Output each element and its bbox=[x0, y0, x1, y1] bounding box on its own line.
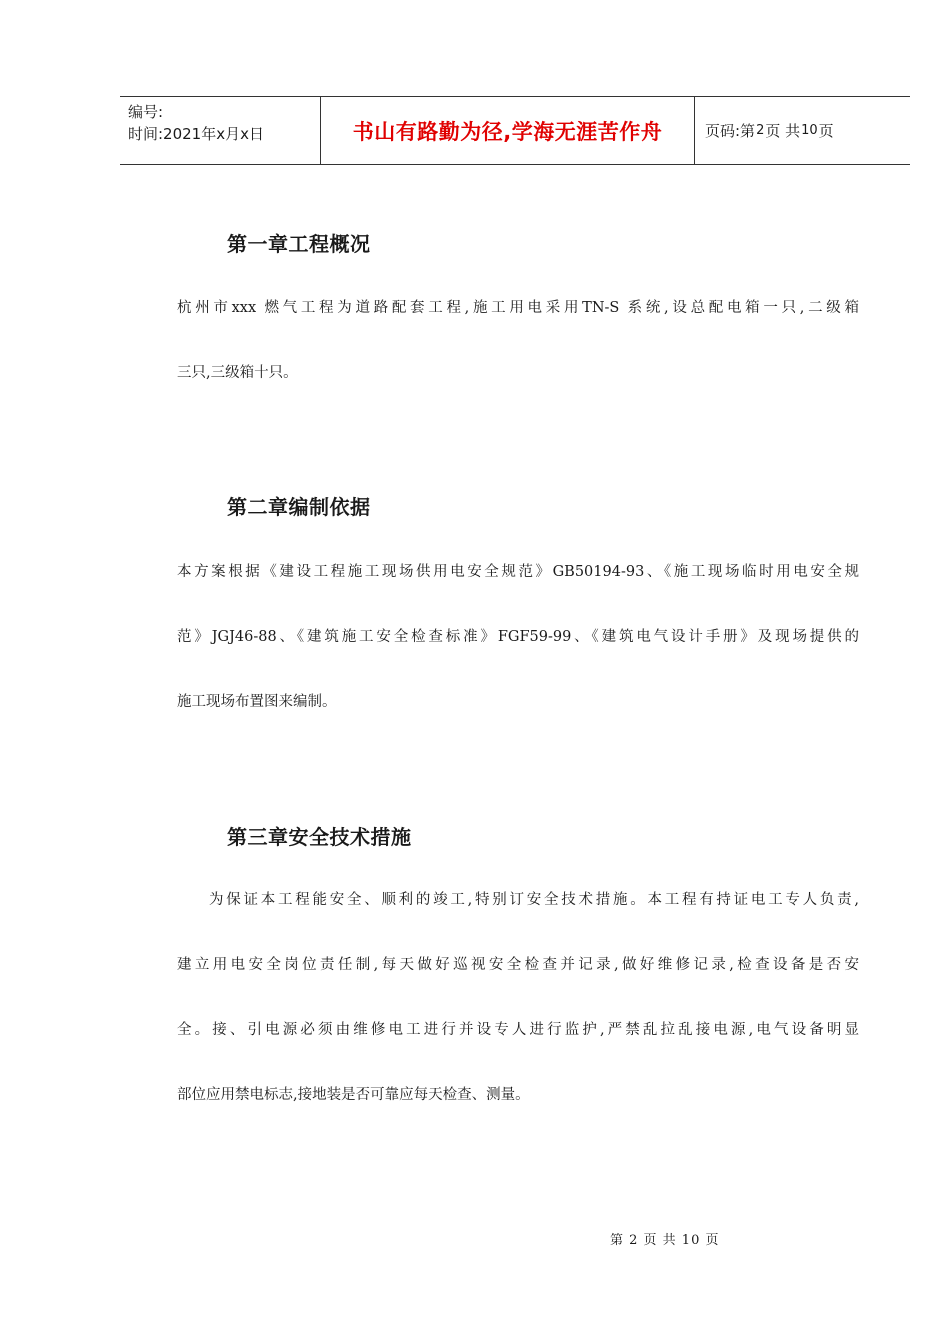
chapter-3-body bbox=[177, 868, 859, 1128]
chapter-2-body bbox=[177, 540, 859, 735]
header-motto: 书山有路勤为径,学海无涯苦作舟 bbox=[321, 97, 695, 164]
page-current: 2 bbox=[756, 123, 765, 138]
chapter-1-title: 第一章工程概况 bbox=[227, 232, 371, 256]
page-middle: 页 共 bbox=[765, 122, 801, 140]
chapter-3-line-3: 全。接、引电源必须由维修电工进行并设专人进行监护,严禁乱拉乱接电源,电气设备明显 bbox=[177, 1022, 859, 1038]
header-meta-cell bbox=[120, 97, 321, 164]
page-suffix: 页 bbox=[818, 122, 834, 140]
chapter-3-line-2: 建立用电安全岗位责任制,每天做好巡视安全检查并记录,做好维修记录,检查设备是否安 bbox=[177, 957, 859, 973]
page-prefix: 页码:第 bbox=[705, 122, 756, 140]
chapter-2-title: 第二章编制依据 bbox=[227, 495, 371, 519]
document-number-label: 编号: bbox=[128, 103, 164, 121]
chapter-1-line-1: 杭州市xxx 燃气工程为道路配套工程,施工用电采用TN-S 系统,设总配电箱一只,二级箱 bbox=[177, 300, 859, 316]
chapter-2-line-3: 施工现场布置图来编制。 bbox=[177, 694, 337, 710]
chapter-3-line-1: 为保证本工程能安全、顺利的竣工,特别订安全技术措施。本工程有持证电工专人负责, bbox=[209, 892, 859, 908]
chapter-2-line-2: 范》JGJ46-88、《建筑施工安全检查标准》FGF59-99、《建筑电气设计手册》及现场提供的 bbox=[177, 629, 859, 645]
chapter-2-line-1: 本方案根据《建设工程施工现场供用电安全规范》GB50194-93、《施工现场临时用电安全规 bbox=[177, 564, 859, 580]
page-total: 10 bbox=[801, 123, 818, 138]
document-time-label: 时间:2021年x月x日 bbox=[128, 125, 264, 143]
chapter-3-line-4: 部位应用禁电标志,接地装是否可靠应每天检查、测量。 bbox=[177, 1087, 530, 1103]
chapter-1-body bbox=[177, 276, 859, 406]
page-header bbox=[120, 96, 910, 165]
chapter-3-title: 第三章安全技术措施 bbox=[227, 825, 412, 849]
header-page-indicator bbox=[695, 97, 910, 164]
chapter-1-line-2: 三只,三级箱十只。 bbox=[177, 365, 298, 381]
page-footer: 第 2 页 共 10 页 bbox=[610, 1233, 720, 1248]
